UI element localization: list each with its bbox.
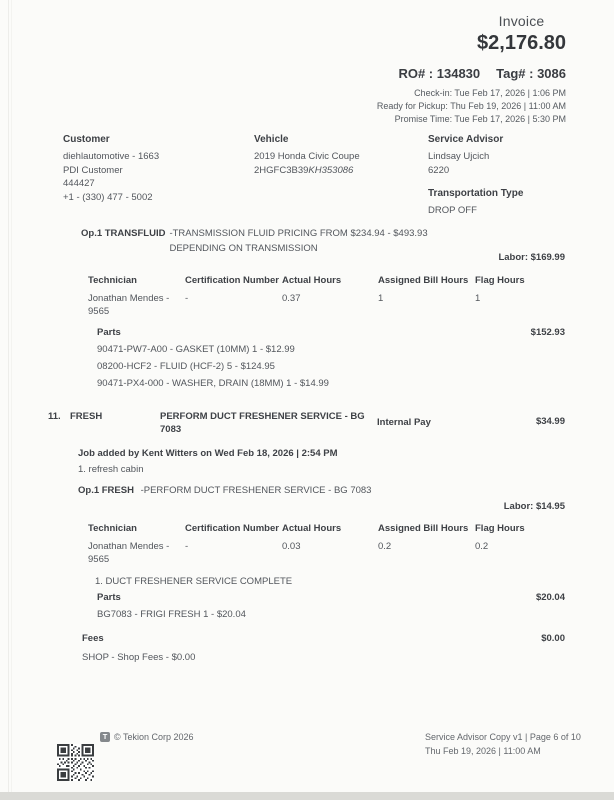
fee-line: SHOP - Shop Fees - $0.00 — [82, 652, 196, 663]
invoice-header — [377, 13, 566, 126]
tag-number: Tag# : 3086 — [496, 66, 566, 81]
ready-for-pickup-time: Ready for Pickup: Thu Feb 19, 2026 | 11:00 AM — [376, 101, 566, 111]
technician-name: Jonathan Mendes - 9565 — [88, 541, 170, 565]
scan-edge-line — [8, 0, 9, 800]
service-advisor-id: 6220 — [428, 164, 450, 176]
copyright-text: © Tekion Corp 2026 — [114, 732, 194, 742]
fees-section — [82, 633, 565, 644]
certification-number: - — [185, 541, 189, 552]
vehicle-model: 2019 Honda Civic Coupe — [254, 151, 360, 162]
customer-id: 444427 — [63, 178, 95, 189]
copyright-line — [100, 732, 194, 742]
op-description-line2: DEPENDING ON TRANSMISSION — [169, 242, 318, 254]
flag-hours: 0.2 — [475, 541, 489, 552]
fees-total: $0.00 — [541, 633, 565, 644]
parts-label: Parts — [97, 327, 121, 338]
scan-bottom-strip — [0, 792, 614, 800]
parts-section — [97, 592, 565, 620]
assigned-bill-hours: 0.2 — [378, 541, 392, 552]
column-header-flag-hours: Flag Hours — [475, 523, 525, 534]
parts-total: $20.04 — [535, 592, 565, 603]
customer-phone: +1 - (330) 477 - 5002 — [63, 191, 153, 203]
technician-table — [88, 523, 565, 566]
service-advisor-section — [428, 134, 523, 218]
column-header-assigned-bill-hours: Assigned Bill Hours — [378, 275, 469, 286]
tekion-logo-icon: T — [100, 732, 110, 742]
fees-label: Fees — [82, 633, 104, 644]
vehicle-vin — [254, 164, 360, 178]
job-title — [160, 411, 390, 436]
service-advisor-label: Service Advisor — [428, 134, 504, 145]
job-title-line2: 7083 — [160, 423, 182, 435]
op-line-transfluid — [81, 227, 428, 256]
customer-name: diehlautomotive - 1663 — [63, 151, 160, 162]
customer-section — [63, 134, 159, 204]
part-line: 90471-PX4-000 - WASHER, DRAIN (18MM) 1 - $14.99 — [97, 378, 329, 389]
column-header-assigned-bill-hours: Assigned Bill Hours — [378, 523, 469, 534]
technician-table — [88, 275, 565, 318]
job-concern-note: 1. refresh cabin — [78, 464, 144, 475]
column-header-actual-hours: Actual Hours — [282, 523, 342, 534]
transportation-label: Transportation Type — [428, 188, 524, 199]
customer-label: Customer — [63, 134, 110, 145]
certification-number: - — [185, 293, 189, 304]
parts-total: $152.93 — [530, 327, 565, 338]
service-advisor-name: Lindsay Ujcich — [428, 151, 490, 162]
job-code: FRESH — [70, 411, 103, 422]
column-header-technician: Technician — [88, 523, 137, 534]
invoice-title: Invoice — [498, 13, 545, 29]
part-line: BG7083 - FRIGI FRESH 1 - $20.04 — [97, 609, 246, 620]
vin-suffix: KH353086 — [308, 164, 354, 176]
promise-time: Promise Time: Tue Feb 17, 2026 | 5:30 PM — [394, 114, 566, 124]
op-line-fresh — [78, 485, 371, 496]
vehicle-label: Vehicle — [254, 134, 289, 145]
customer-type: PDI Customer — [63, 164, 123, 176]
job-fresh-header — [0, 411, 614, 443]
parts-label: Parts — [97, 592, 121, 603]
op-code: Op.1 TRANSFLUID — [81, 228, 166, 239]
column-header-certification: Certification Number — [185, 523, 279, 534]
copy-page-info: Service Advisor Copy v1 | Page 6 of 10 — [425, 732, 581, 742]
footer-print-info — [425, 731, 581, 758]
job-added-note: Job added by Kent Witters on Wed Feb 18, 2026 | 2:54 PM — [78, 448, 338, 459]
column-header-technician: Technician — [88, 275, 137, 286]
column-header-certification: Certification Number — [185, 275, 279, 286]
job-amount: $34.99 — [535, 416, 565, 427]
job-story-line: 1. DUCT FRESHENER SERVICE COMPLETE — [95, 576, 293, 587]
job-title-line1: PERFORM DUCT FRESHENER SERVICE - BG — [160, 411, 365, 422]
qr-code — [57, 744, 94, 781]
job-number: 11. — [48, 411, 61, 422]
column-header-flag-hours: Flag Hours — [475, 275, 525, 286]
labor-total: Labor: $14.95 — [503, 501, 565, 512]
transportation-section — [428, 188, 523, 218]
op-code: Op.1 FRESH — [78, 485, 134, 496]
actual-hours: 0.37 — [282, 293, 301, 304]
technician-name: Jonathan Mendes - 9565 — [88, 293, 170, 317]
op-description-line1: -TRANSMISSION FLUID PRICING FROM $234.94 - $493.93 — [169, 228, 428, 239]
op-description: -PERFORM DUCT FRESHENER SERVICE - BG 7083 — [140, 485, 372, 496]
vehicle-section — [254, 134, 360, 177]
ro-number: RO# : 134830 — [398, 66, 481, 81]
flag-hours: 1 — [475, 293, 481, 304]
print-timestamp: Thu Feb 19, 2026 | 11:00 AM — [425, 745, 541, 756]
column-header-actual-hours: Actual Hours — [282, 275, 342, 286]
transportation-value: DROP OFF — [428, 205, 477, 216]
checkin-time: Check-in: Tue Feb 17, 2026 | 1:06 PM — [414, 88, 566, 98]
vin-prefix: 2HGFC3B39 — [254, 164, 309, 176]
pay-type: Internal Pay — [377, 417, 431, 428]
actual-hours: 0.03 — [282, 541, 301, 552]
assigned-bill-hours: 1 — [378, 293, 384, 304]
parts-section — [97, 327, 565, 389]
op-description — [169, 227, 427, 256]
labor-total: Labor: $169.99 — [498, 252, 565, 263]
part-line: 08200-HCF2 - FLUID (HCF-2) 5 - $124.95 — [97, 361, 275, 372]
invoice-amount: $2,176.80 — [477, 32, 566, 54]
scan-edge-line — [11, 0, 12, 800]
part-line: 90471-PW7-A00 - GASKET (10MM) 1 - $12.99 — [97, 344, 295, 355]
